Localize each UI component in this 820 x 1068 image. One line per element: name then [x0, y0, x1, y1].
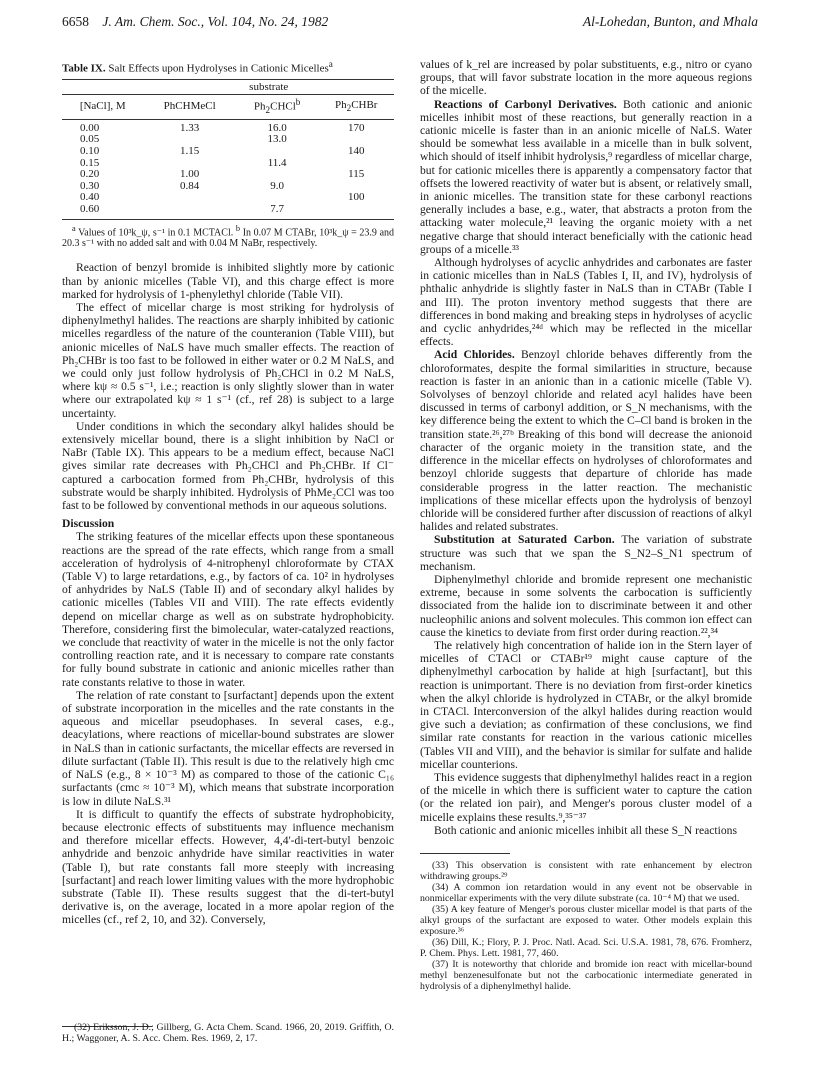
paragraph: Under conditions in which the secondary alkyl halides should be extensively micellar bound, there is a slight inhibition by NaCl or NaBr (Table IX). This appears to be a medium effect, because NaCl gives similar rate decreases with Ph₂CHCl and Ph₂CHBr. If Cl⁻ captured a carbocation formed from Ph₂CHBr, hydrolysis of this substrate would be sharply inhibited. Hydrolysis of PhMe₂CCl was too fast to be followed by conventional methods in our aqueous solutions.: [62, 419, 394, 513]
col-header-ph2chbr: $Ph_2CHBr$: [318, 95, 394, 119]
paragraph: Diphenylmethyl chloride and bromide represent one mechanistic extreme, because in some solvents the carbocation is sufficiently dissociated from the halide ion to discriminate between it and other nucleophilic anions and solvent molecules. This common ion effect can cause the kinetics to deviate from first order during reaction.²²,³⁴: [420, 572, 752, 639]
footnote-32: (32) Eriksson, J. D.; Gillberg, G. Acta Chem. Scand. 1966, 20, 2019. Griffith, O. H.; Waggoner, A. S. Acc. Chem. Res. 1969, 2, 17.: [62, 1022, 394, 1044]
paragraph: Both cationic and anionic micelles inhibit all these S_N reactions: [434, 823, 737, 837]
paragraph: It is difficult to quantify the effects of substrate hydrophobicity, because electronic effects of substituents may influence mechanism and therefore micellar effects. However, 4,4'-di-tert-butyl benzoic anhydride and benzoic anhydride have similar reactivities in water (Table I), but rate constants fall more steeply with increasing [surfactant] and reach lower limiting values with the more hydrophobic substrate (Table II). These results suggest that the di-tert-butyl derivative is, on the average, located in a more apolar region of the micelles (cf., ref 2, 10, and 32). Conversely,: [62, 807, 394, 927]
table-note-b: In 0.07 M CTABr, 10³k_ψ = 23.9 and 20.3 s⁻¹ with no added salt and with 0.04 M NaBr, respectively.: [62, 226, 395, 250]
footnote: (37) It is noteworthy that chloride and bromide ion react with micellar-bound methyl benzenesulfonate but not the carbocationic intermediate generated in hydrolysis of a diphenylmethyl halide.: [420, 958, 752, 992]
journal-citation: J. Am. Chem. Soc., Vol. 104, No. 24, 1982: [102, 14, 329, 29]
paragraph: The relation of rate constant to [surfactant] depends upon the extent of substrate incorporation in the micelles and the rate constants in the aqueous and micellar pseudophases. In several cases, e.g., deacylations, where reactions of micellar-bound substrates are slower in NaLS than in cationic surfactants, the micellar effects are reversed in dilute surfactant (Table II). This result is due to the relatively high cmc of NaLS (e.g., 8 × 10⁻³ M) as compared to those of the cationic C₁₆ surfactants (cmc ≈ 10⁻³ M), which means that substrate incorporation is low in dilute NaLS.³¹: [62, 688, 395, 808]
table-row: 0.10 1.15 140: [80, 145, 365, 158]
paragraph: values of k_rel are increased by polar substituents, e.g., nitro or cyano groups, that will favor substrate location in the more aqueous regions of the micelle.: [420, 58, 752, 98]
section-runin-heading: Substitution at Saturated Carbon.: [434, 533, 615, 547]
table-body: [62, 119, 394, 219]
right-column: [420, 58, 752, 992]
table-row: 0.60 7.7: [62, 204, 394, 219]
paragraph: This evidence suggests that diphenylmethyl halides react in a region of the micelle in which there is sufficient water to capture the cation (or the related ion pair), and Menger's porous cluster model of a micelle explains these results.⁹,³⁵⁻³⁷: [420, 770, 752, 824]
header-journal-block: [62, 14, 328, 30]
table-row: 0.00 1.33 16.0 170: [80, 121, 365, 134]
paragraph: Reaction of benzyl bromide is inhibited slightly more by cationic than by anionic micelles (Table VI), and this charge effect is more marked for hydrolysis of 1-phenylethyl chloride (Table VII).: [62, 261, 394, 301]
footnote-rule: [420, 853, 510, 854]
footnote: (33) This observation is consistent with rate enhancement by electron withdrawing groups.²⁹: [420, 859, 752, 882]
header-authors: Al-Lohedan, Bunton, and Mhala: [582, 14, 758, 29]
table-note-a: Values of 10³k_ψ, s⁻¹ in 0.1 MCTACl.: [78, 226, 234, 238]
footnote: (34) A common ion retardation would in any event not be observable in nonmicellar experiments with the very dilute substrate (ca. 10⁻⁴ M) that we used.: [420, 881, 752, 904]
footnote: (36) Dill, K.; Flory, P. J. Proc. Natl. Acad. Sci. U.S.A. 1981, 78, 676. Fromherz, P. Chem. Phys. Lett. 1981, 77, 460.: [420, 936, 752, 959]
table-row: 0.40 100: [80, 191, 365, 204]
left-column: [62, 58, 394, 927]
footnote: (35) A key feature of Menger's porous cluster micellar model is that parts of the alkyl groups of the surfactant are exposed to water. Other models explain this exposure.³⁶: [420, 903, 752, 937]
table-caption-sup: a: [328, 59, 333, 69]
table-spanner: substrate: [143, 79, 394, 95]
table-caption-text: Salt Effects upon Hydrolyses in Cationic Micelles: [108, 62, 329, 75]
col-header-ph2chcl: $Ph_2CHCl^b$: [236, 95, 319, 119]
section-runin-heading: Acid Chlorides.: [434, 348, 515, 362]
table-row: 0.05 13.0: [80, 133, 287, 146]
discussion-heading: Discussion: [62, 517, 115, 531]
table-footnote: $^a$ Values of 10³k_ψ, s⁻¹ in 0.1 MCTACl. $^b$ In 0.07 M CTABr, 10³k_ψ = 23.9 and 20.3 s⁻¹ with no added salt and with 0.04 M NaBr, respectively.: [62, 223, 395, 250]
table-row: 0.15 11.4: [80, 156, 287, 169]
table-caption: [62, 58, 394, 76]
paragraph: Reactions of Carbonyl Derivatives. Both cationic and anionic micelles inhibit most of these reactions, but generally reaction in a cationic micelle is faster than in an anionic micelle of NaLS. Water should be somewhat less available in a micelle than in bulk solvent, which should of itself inhibit hydrolysis,⁹ regardless of micellar charge, but for cationic micelles there is apparently a compensatory factor that offsets the lowered reactivity of water but is absent, or relatively small, in anionic micelles. The transition state for these carbonyl reactions generally includes a base, e.g., water, that abstracts a proton from the attacking water molecule,²¹ leaving the organic moiety with a net negative charge that should interact beneficially with the cationic head groups of a micelle.³³: [420, 97, 753, 256]
table-caption-label: Table IX.: [62, 62, 106, 75]
col-header-nacl: [NaCl], M: [62, 95, 143, 119]
page-number: 6658: [62, 14, 89, 29]
paragraph: Although hydrolyses of acyclic anhydrides and carbonates are faster in cationic micelles than in NaLS (Tables I, II, and IV), hydrolysis of phthalic anhydride is slightly faster in NaLS than in CTABr (Table I and III). The proton inventory method suggests that there are differences in bond making and breaking steps in hydrolyses of acyclic and cyclic anhydrides,²⁴ᵈ which may be reflected in the micellar effects.: [420, 256, 752, 349]
paragraph: Acid Chlorides. Benzoyl chloride behaves differently from the chloroformates, despite the formal similarities in structure, because reaction is faster in an anionic than in a cationic micelle (Table V). Solvolyses of benzoyl chloride and related acyl halides have been discussed in terms of carbonyl addition, or S_N mechanisms, with the key difference being the extent to which the C–Cl band is broken in the transition state.²⁶,²⁷ᵇ Breaking of this bond will decrease the anionoid character of the organic moiety in the transition state, and the difference in the micellar effects on hydrolyses of chloroformates and benzoyl chloride suggests that departure of chloride has made considerable progress in the latter reaction. The mechanistic implications of these micellar effects upon the hydrolysis of benzoyl chloride will be considered further after discussion of reactions of alkyl halides and related substrates.: [420, 348, 753, 534]
section-runin-heading: Reactions of Carbonyl Derivatives.: [434, 97, 617, 111]
paragraph: The relatively high concentration of halide ion in the Stern layer of micelles of CTACl or CTABr¹⁹ might cause capture of the diphenylmethyl carbocation by halide at high [surfactant], but this reaction is unimportant. There is no deviation from first-order kinetics when the alkyl chloride is hydrolyzed in CTABr, or the alkyl bromide in CTACl. Interconversion of the alkyl halides during reaction would give such a deviation; as confirmation of these conclusions, we find similar rate constants for reaction in the various cationic micelles (Tables VII and VIII), and the behavior is similar for sulfate and halide micellar counterions.: [420, 638, 752, 771]
running-header: [62, 14, 758, 36]
paragraph: The effect of micellar charge is most striking for hydrolysis of diphenylmethyl halides. The reactions are sharply inhibited by cationic micelles regardless of the nature of the counteranion (Table VIII), but anionic micelles of NaLS have much smaller effects. The reaction of Ph₂CHBr is too fast to be followed in either water or 0.2 M NaLS, and we could only just follow hydrolysis of Ph₂CHCl in 0.2 M NaLS, where kψ ≈ 0.5 s⁻¹, i.e.; reaction is only slightly slower than in water where our extrapolated kψ ≈ 1 s⁻¹ (cf., ref 28) is subject to a large uncertainty.: [62, 300, 394, 420]
paragraph: Substitution at Saturated Carbon. The variation of substrate structure was such that we span the S_N2–S_N1 spectrum of mechanism.: [420, 533, 752, 573]
table-row: 0.20 1.00 115: [80, 168, 365, 181]
table-row: 0.30 0.84 9.0: [80, 179, 285, 192]
salt-effects-table: [62, 79, 394, 220]
paragraph: The striking features of the micellar effects upon these spontaneous reactions are the spread of the rate effects, which range from a small acceleration of hydrolysis of 4-nitrophenyl chloroformate by CTAX (Table V) to large retardations, e.g., by factors of ca. 10² in hydrolyses of anhydrides by NaLS (Table II) and of secondary alkyl halides by cationic micelles (Tables VII and VIII). The rate effects evidently depend on micellar charge as well as on substrate hydrophobicity. Therefore, considering first the bimolecular, water-catalyzed reactions, we conclude that reactivity of water in the micelle is not the only factor controlling reaction rate, and it is necessary to compare rate constants for fully bound substrate in cationic and anionic micelles rather than rate constants relative to those in water.: [62, 530, 394, 689]
col-header-phchmecl: PhCHMeCl: [143, 95, 235, 119]
